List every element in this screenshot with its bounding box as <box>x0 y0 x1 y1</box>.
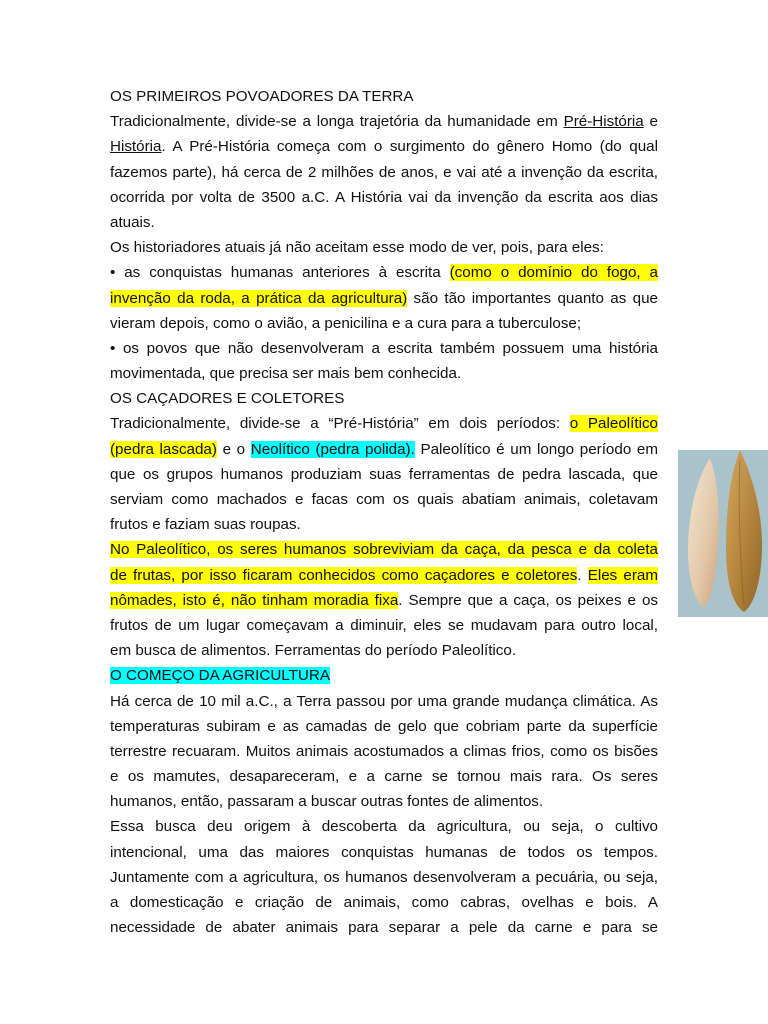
text-run: frutos e faziam suas roupas. <box>110 516 301 534</box>
text-run: Os historiadores atuais já não aceitam esse modo de ver, pois, para eles: <box>110 239 604 257</box>
text-run: . A Pré-História começa com o surgimento do gênero Homo (do qual <box>161 138 658 156</box>
text-run: Tradicionalmente, divide-se a “Pré-História” em dois períodos: <box>110 415 570 433</box>
text-line <box>110 814 658 839</box>
text-run: . <box>577 566 588 584</box>
text-line <box>110 487 658 512</box>
text-run: invenção da roda, a prática da agricultura) <box>110 289 408 307</box>
text-run: de frutas, por isso ficaram conhecidos como caçadores e coletores <box>110 566 578 584</box>
text-line <box>110 437 658 462</box>
text-run: (pedra lascada) <box>110 440 217 458</box>
section-heading <box>110 663 658 688</box>
text-line <box>110 537 658 562</box>
text-line <box>110 235 658 260</box>
text-run: temperaturas subiram e as camadas de gelo que cobriam parte da superfície <box>110 717 658 735</box>
text-line <box>110 286 658 311</box>
text-line <box>110 689 658 714</box>
text-line <box>110 411 658 436</box>
text-run: o Paleolítico <box>569 415 658 433</box>
text-line <box>110 638 658 663</box>
text-line <box>110 588 658 613</box>
text-line <box>110 160 658 185</box>
text-run: Pré-História <box>563 113 644 131</box>
text-run: OS PRIMEIROS POVOADORES DA TERRA <box>110 88 414 105</box>
text-line <box>110 789 658 814</box>
text-run: fazemos parte), há cerca de 2 milhões de anos, e vai até a invenção da escrita, <box>110 163 658 181</box>
text-line <box>110 311 658 336</box>
text-run: • as conquistas humanas anteriores à escrita <box>110 264 450 282</box>
text-line <box>110 134 658 159</box>
text-run: e o <box>216 440 251 458</box>
text-line <box>110 109 658 134</box>
text-line <box>110 714 658 739</box>
text-line <box>110 915 658 940</box>
text-line <box>110 890 658 915</box>
text-run: frutos de um lugar começavam a diminuir, eles se mudavam para outro local, <box>110 616 658 634</box>
text-run: intencional, uma das maiores conquistas humanas de todos os tempos. <box>110 843 658 861</box>
text-line <box>110 210 658 235</box>
text-run: a domesticação e criação de animais, como cabras, ovelhas e bois. A <box>110 894 658 911</box>
text-run: movimentada, que precisa ser mais bem conhecida. <box>110 365 462 383</box>
text-run: Tradicionalmente, divide-se a longa trajetória da humanidade em <box>110 113 564 131</box>
document-body <box>110 84 658 940</box>
paleolithic-tools-icon <box>678 450 768 617</box>
text-line <box>110 563 658 588</box>
text-run: que os grupos humanos produziam suas ferramentas de pedra lascada, que <box>110 465 658 483</box>
text-line <box>110 840 658 865</box>
text-run: atuais. <box>110 213 155 231</box>
text-run: terrestre recuaram. Muitos animais acostumados a climas frios, como os bisões <box>110 742 658 760</box>
text-run: . Sempre que a caça, os peixes e os <box>398 591 658 609</box>
text-line <box>110 865 658 890</box>
text-line <box>110 260 658 285</box>
text-run: O COMEÇO DA AGRICULTURA <box>110 667 330 685</box>
text-line <box>110 764 658 789</box>
text-run: humanos, então, passaram a buscar outras fontes de alimentos. <box>110 793 544 811</box>
text-line <box>110 185 658 210</box>
text-run: e os mamutes, desapareceram, e a carne se tornou mais rara. Os seres <box>110 768 658 786</box>
text-run: Paleolítico é um longo período em <box>414 440 659 458</box>
text-line <box>110 361 658 386</box>
text-run: nômades, isto é, não tinham moradia fixa <box>110 591 399 609</box>
text-line <box>110 739 658 764</box>
text-run: em busca de alimentos. Ferramentas do período Paleolítico. <box>110 642 517 660</box>
section-heading <box>110 84 658 109</box>
text-run: Há cerca de 10 mil a.C., a Terra passou por uma grande mudança climática. As <box>110 692 658 710</box>
text-run: • os povos que não desenvolveram a escrita também possuem uma história <box>110 339 658 357</box>
text-run: ocorrida por volta de 3500 a.C. A História vai da invenção da escrita aos dias <box>110 188 658 206</box>
text-run: Essa busca deu origem à descoberta da agricultura, ou seja, o cultivo <box>110 818 658 836</box>
text-line <box>110 336 658 361</box>
text-run: são tão importantes quanto as que <box>407 289 658 307</box>
text-run: vieram depois, como o avião, a penicilina e a cura para a tuberculose; <box>110 314 582 332</box>
text-run: necessidade de abater animais para separar a pele da carne e para se <box>110 919 658 937</box>
text-run: Eles eram <box>587 566 658 584</box>
text-run: Juntamente com a agricultura, os humanos desenvolveram a pecuária, ou seja, <box>110 868 658 886</box>
text-run: serviam como machados e facas com os quais abatiam animais, coletavam <box>110 491 658 508</box>
section-heading <box>110 386 658 411</box>
text-run: OS CAÇADORES E COLETORES <box>110 390 345 408</box>
text-line <box>110 512 658 537</box>
text-run: No Paleolítico, os seres humanos sobreviviam da caça, da pesca e da coleta <box>110 541 658 559</box>
text-line <box>110 613 658 638</box>
text-run: História <box>110 138 162 156</box>
text-run: e <box>643 113 658 131</box>
stone-tools-image <box>678 450 768 617</box>
text-run: Neolítico (pedra polida). <box>250 440 415 458</box>
text-run: (como o domínio do fogo, a <box>449 264 659 282</box>
text-line <box>110 462 658 487</box>
